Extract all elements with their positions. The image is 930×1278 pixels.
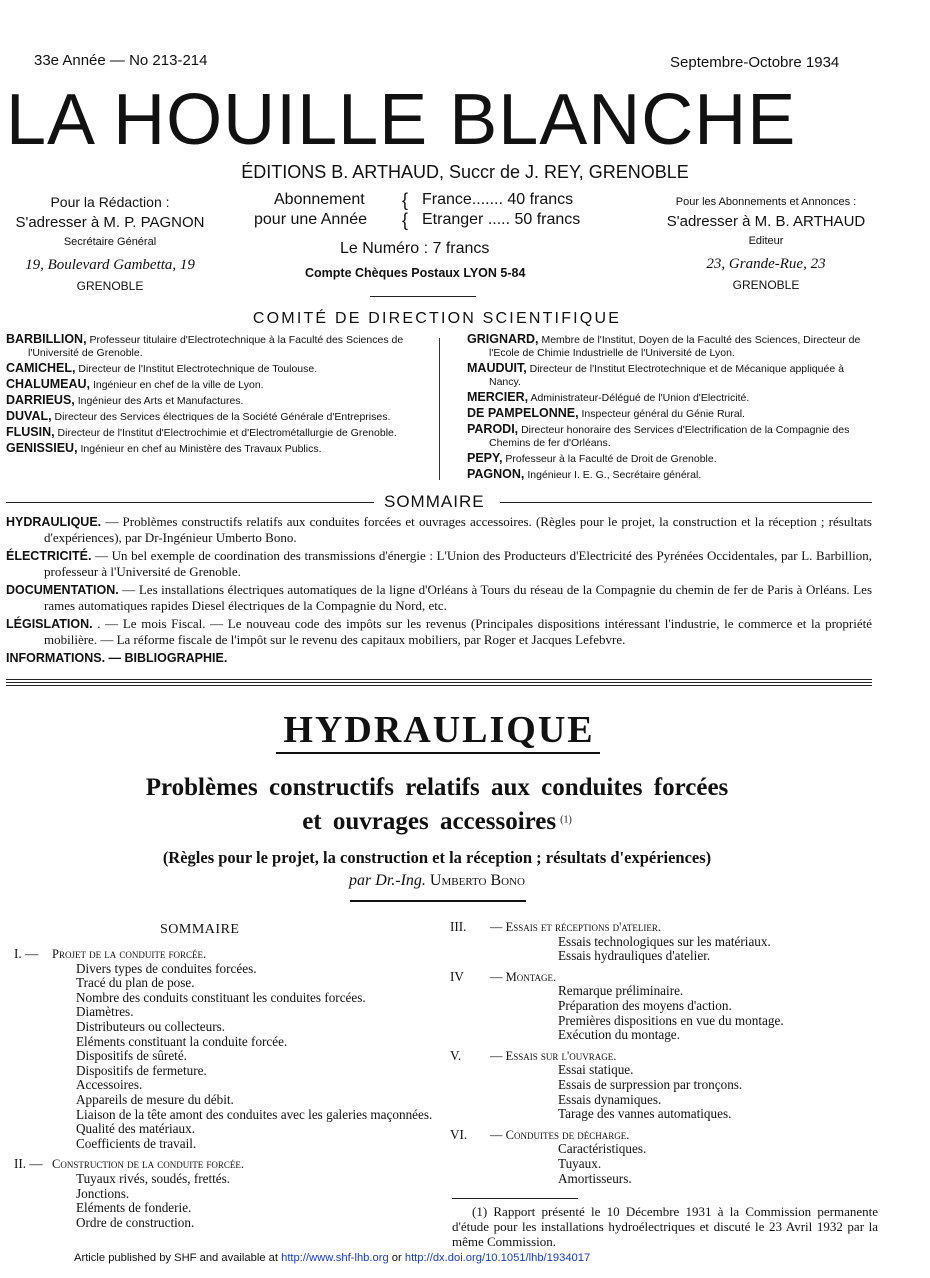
member-name: MAUDUIT, (467, 361, 527, 375)
toc-entry: Eléments de fonderie. (76, 1200, 192, 1216)
toc-right (450, 920, 880, 1186)
footer-text-1: Article published by SHF and available at (74, 1252, 282, 1264)
article-title-line-1: Problèmes constructifs relatifs aux conduites forcées (145, 774, 729, 801)
annonces-city: GRENOBLE (732, 278, 800, 292)
member-role: Membre de l'Institut, Doyen de la Faculté des Sciences, Directeur de l'Ecole de Chimie Industrielle de l'Université de Lyon. (489, 334, 861, 359)
footer-text-2: or (388, 1252, 405, 1264)
member-role: Directeur honoraire des Services d'Electrification de la Compagnie des Chemins de fer d'Orléans. (489, 424, 850, 449)
member-role: Administrateur-Délégué de l'Union d'Electricité. (530, 392, 750, 404)
toc-section-number: IV (450, 968, 464, 984)
toc-entry: Dispositifs de fermeture. (76, 1062, 207, 1078)
toc-section (14, 947, 434, 962)
toc-entry: Essais dynamiques. (558, 1091, 662, 1107)
toc-entry: Appareils de mesure du débit. (76, 1091, 234, 1107)
member-role: Directeur des Services électriques de la Société Générale d'Entreprises. (54, 411, 391, 423)
annonces-contact: S'adresser à M. B. ARTHAUD (666, 213, 866, 230)
redaction-block (0, 193, 220, 291)
member-name: DARRIEUS, (6, 393, 75, 407)
toc-entry: Qualité des matériaux. (76, 1121, 196, 1137)
redaction-label: Pour la Rédaction : (50, 194, 170, 210)
toc-section-title: Projet de la conduite forcée. (52, 947, 207, 961)
abonnement-label-2: pour une Année (254, 211, 367, 228)
committee-member (467, 407, 873, 421)
toc-entry: Exécution du montage. (558, 1027, 680, 1043)
toc-section-number: VI. (450, 1126, 468, 1142)
toc-heading: SOMMAIRE (160, 922, 240, 937)
toc-section-number: I. — (14, 946, 39, 961)
sommaire-heading: SOMMAIRE (384, 492, 485, 511)
toc-section (14, 1157, 434, 1172)
author-underline (350, 900, 526, 902)
member-name: PEPY, (467, 451, 503, 465)
issue-date: Septembre-Octobre 1934 (670, 54, 840, 71)
toc-entry: Liaison de la tête amont des conduites avec les galeries maçonnées. (76, 1106, 433, 1122)
sommaire-item-label: HYDRAULIQUE. (6, 515, 102, 529)
annonces-block (650, 194, 882, 290)
section-title-underline (276, 752, 600, 754)
committee-member (6, 442, 410, 456)
brace-1: { (402, 190, 409, 210)
footer-line (74, 1252, 590, 1264)
footnote-text: (1) Rapport présenté le 10 Décembre 1931 à la Commission permanente d'étude pour les installations hydroélectriques et discuté le 23 Avril 1932 par la même Commission. (452, 1204, 878, 1249)
abonnement-rule (370, 296, 476, 297)
toc-section (450, 1049, 880, 1064)
postal-account: Compte Chèques Postaux LYON 5-84 (305, 266, 526, 280)
toc-entry: Jonctions. (76, 1185, 130, 1201)
comite-divider (439, 338, 440, 480)
member-name: CHALUMEAU, (6, 377, 91, 391)
toc-entry: Essai statique. (558, 1062, 634, 1078)
article-subtitle: (Règles pour le projet, la construction et la réception ; résultats d'expériences) (162, 848, 712, 867)
toc-section (450, 1128, 880, 1143)
toc-section-title: — Conduites de décharge. (490, 1127, 630, 1142)
toc-entry: Remarque préliminaire. (558, 983, 684, 999)
footnote-ref: (1) (560, 814, 572, 826)
toc-entry: Essais hydrauliques d'atelier. (558, 948, 711, 964)
toc-entry: Accessoires. (76, 1077, 143, 1093)
sommaire-item-text: . — Le mois Fiscal. — Le nouveau code des impôts sur les revenus (Principales dispositions intéressant l'industrie, le commerce et la propriété mobilière. — La réforme fiscale de l'impôt sur le revenu des capitaux mobiliers, par Roger et Jacques Lefebvre. (44, 616, 872, 647)
sommaire-bottom-rule-2 (6, 682, 872, 683)
redaction-address: 19, Boulevard Gambetta, 19 (25, 257, 195, 273)
section-title: HYDRAULIQUE (283, 709, 595, 751)
toc-entry: Tracé du plan de pose. (76, 975, 195, 991)
redaction-contact: S'adresser à M. P. PAGNON (15, 214, 205, 231)
member-role: Directeur de l'Institut Electrotechnique et de Mécanique appliquée à Nancy. (489, 363, 844, 388)
toc-entry: Diamètres. (76, 1004, 134, 1020)
article-title-line-2: et ouvrages accessoires (302, 808, 557, 835)
committee-member (6, 394, 410, 408)
sommaire-item (6, 582, 872, 614)
author-prefix: par Dr.-Ing. (349, 872, 426, 889)
sommaire-bottom-rule-1 (6, 679, 872, 680)
sommaire-item-text: — Un bel exemple de coordination des transmissions d'énergie : L'Union des Producteurs d'Electricité des Pyrénées Occidentales, par L. Barbillion, professeur à l'Université de Grenoble. (44, 548, 872, 579)
member-name: GRIGNARD, (467, 332, 539, 346)
toc-entry: Ordre de construction. (76, 1214, 195, 1230)
sommaire-item (6, 548, 872, 580)
sommaire-list (6, 514, 872, 668)
member-name: FLUSIN, (6, 425, 55, 439)
doi-link[interactable]: http://dx.doi.org/10.1051/lhb/1934017 (404, 1252, 591, 1264)
annonces-role: Editeur (748, 235, 784, 247)
toc-entry: Préparation des moyens d'action. (558, 997, 732, 1013)
comite-right-column (467, 333, 873, 484)
toc-section (450, 970, 880, 985)
comite-left-column (6, 333, 410, 458)
sommaire-item-label: INFORMATIONS. — BIBLIOGRAPHIE. (6, 651, 228, 665)
toc-section (450, 920, 880, 935)
member-name: PARODI, (467, 422, 519, 436)
sommaire-item-label: ÉLECTRICITÉ. (6, 549, 92, 563)
sommaire-bottom-rule-3 (6, 685, 872, 686)
abonnement-label-1: Abonnement (274, 191, 365, 208)
committee-member (467, 362, 873, 389)
member-name: GENISSIEU, (6, 441, 78, 455)
sommaire-rule-left (6, 502, 374, 503)
member-name: DUVAL, (6, 409, 52, 423)
comite-heading: COMITÉ DE DIRECTION SCIENTIFIQUE (252, 310, 622, 327)
committee-member (467, 468, 873, 482)
article-title-line-2-wrap (0, 808, 874, 836)
toc-entry: Coefficients de travail. (76, 1135, 197, 1151)
toc-entry: Eléments constituant la conduite forcée. (76, 1033, 288, 1049)
toc-entry: Tuyaux. (558, 1155, 602, 1171)
footnote-rule (452, 1198, 578, 1199)
toc-section-number: III. (450, 919, 467, 934)
sommaire-item (6, 616, 872, 648)
author-name: Umberto Bono (429, 872, 525, 889)
member-role: Ingénieur en chef de la ville de Lyon. (92, 379, 264, 391)
member-name: BARBILLION, (6, 332, 87, 346)
article-author-line (0, 872, 874, 890)
publisher-line: ÉDITIONS B. ARTHAUD, Succr de J. REY, GRENOBLE (241, 162, 689, 182)
toc-entry: Tarage des vannes automatiques. (558, 1106, 732, 1122)
member-name: MERCIER, (467, 390, 529, 404)
toc-entry: Amortisseurs. (558, 1170, 632, 1186)
price-france: France....... 40 francs (422, 191, 574, 208)
toc-entry: Essais de surpression par tronçons. (558, 1076, 743, 1092)
committee-member (467, 391, 873, 405)
toc-entry: Tuyaux rivés, soudés, frettés. (76, 1170, 231, 1186)
committee-member (6, 410, 410, 424)
price-issue: Le Numéro : 7 francs (340, 240, 490, 257)
redaction-city: GRENOBLE (76, 279, 144, 293)
toc-entry: Divers types de conduites forcées. (76, 960, 257, 976)
toc-entry: Nombre des conduits constituant les conduites forcées. (76, 989, 366, 1005)
sommaire-item-label: DOCUMENTATION. (6, 583, 119, 597)
member-role: Ingénieur en chef au Ministère des Travaux Publics. (80, 443, 322, 455)
committee-member (6, 333, 410, 360)
committee-member (6, 378, 410, 392)
member-role: Ingénieur I. E. G., Secrétaire général. (527, 469, 702, 481)
member-role: Ingénieur des Arts et Manufactures. (77, 395, 244, 407)
committee-member (467, 333, 873, 360)
annonces-address: 23, Grande-Rue, 23 (706, 256, 826, 272)
member-name: CAMICHEL, (6, 361, 76, 375)
committee-member (467, 423, 873, 450)
toc-section-number: V. (450, 1047, 462, 1063)
toc-section-title: — Montage. (490, 969, 557, 984)
member-role: Professeur titulaire d'Electrotechnique à la Faculté des Sciences de l'Université de Grenoble. (28, 334, 404, 359)
brace-2: { (402, 210, 409, 230)
toc-entry: Essais technologiques sur les matériaux. (558, 933, 771, 949)
annonces-label: Pour les Abonnements et Annonces : (675, 196, 857, 208)
toc-left (14, 947, 434, 1230)
redaction-role: Secrétaire Général (63, 236, 157, 248)
price-etranger: Etranger ..... 50 francs (422, 211, 581, 228)
member-role: Directeur de l'Institut d'Electrochimie et d'Electrométallurgie de Grenoble. (57, 427, 397, 439)
member-role: Professeur à la Faculté de Droit de Grenoble. (505, 453, 717, 465)
sommaire-item (6, 514, 872, 546)
member-role: Inspecteur général du Génie Rural. (581, 408, 745, 420)
toc-section-number: II. — (14, 1156, 43, 1172)
committee-member (6, 362, 410, 376)
toc-section-title: Construction de la conduite forcée. (52, 1157, 244, 1172)
committee-member (467, 452, 873, 466)
toc-entry: Premières dispositions en vue du montage. (558, 1012, 784, 1028)
journal-title: LA HOUILLE BLANCHE (6, 80, 797, 160)
toc-section-title: — Essais sur l'ouvrage. (490, 1048, 617, 1063)
toc-entry: Distributeurs ou collecteurs. (76, 1018, 226, 1034)
sommaire-rule-right (500, 502, 872, 503)
toc-section-title: — Essais et réceptions d'atelier. (490, 920, 662, 934)
member-role: Directeur de l'Institut Electrotechnique de Toulouse. (78, 363, 318, 375)
sommaire-item-text: — Les installations électriques automatiques de la ligne d'Orléans à Tours du réseau de la Compagnie du chemin de fer de Paris à Orléans. Les rames automatiques rapides Diesel électriques de la Compagnie du Nord, etc. (44, 582, 873, 613)
member-name: DE PAMPELONNE, (467, 406, 579, 420)
shf-link[interactable]: http://www.shf-lhb.org (281, 1252, 389, 1264)
committee-member (6, 426, 410, 440)
toc-entry: Caractéristiques. (558, 1141, 647, 1157)
toc-entry: Dispositifs de sûreté. (76, 1048, 187, 1064)
sommaire-item-label: LÉGISLATION. (6, 617, 93, 631)
member-name: PAGNON, (467, 467, 525, 481)
sommaire-item (6, 650, 872, 666)
sommaire-item-text: — Problèmes constructifs relatifs aux conduites forcées et ouvrages accessoires. (Règles pour le projet, la construction et la réception ; résultats d'expériences), par Dr-Ingénieur Umberto Bono. (44, 514, 872, 545)
issue-number: 33e Année — No 213-214 (34, 52, 208, 69)
